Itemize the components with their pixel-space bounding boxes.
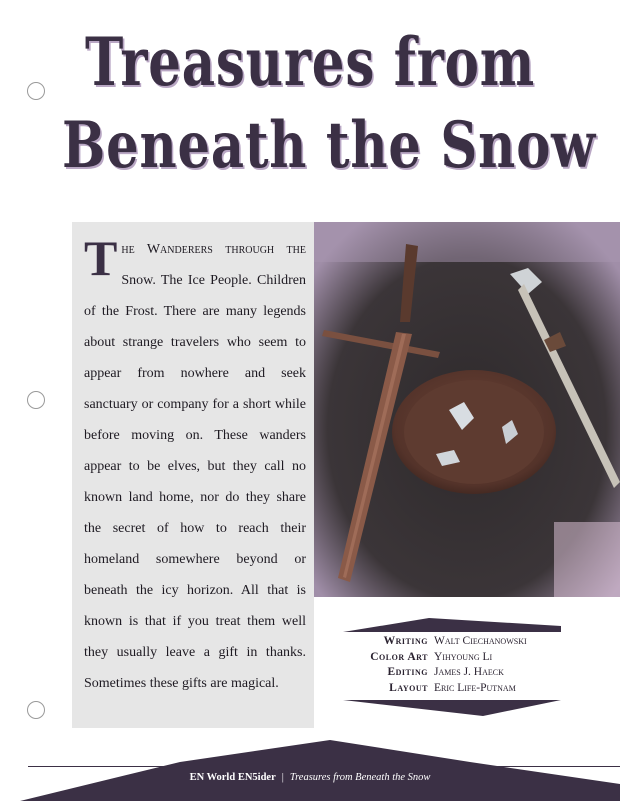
credit-name: Yihyoung Li bbox=[434, 650, 493, 663]
footer-separator: | bbox=[281, 772, 284, 783]
footer-rule bbox=[28, 766, 620, 767]
footer-article-title: Treasures from Beneath the Snow bbox=[289, 772, 431, 783]
credit-row-layout bbox=[350, 681, 560, 697]
lead-in-text: he Wanderers through the bbox=[121, 242, 306, 257]
credit-row-writing bbox=[350, 634, 560, 650]
credit-role: Writing bbox=[383, 635, 428, 647]
credits-block bbox=[350, 634, 560, 696]
credit-name: James J. Haeck bbox=[434, 666, 504, 678]
article-title-line2: Beneath the Snow bbox=[62, 108, 597, 183]
article-title-line1: Treasures from bbox=[85, 23, 535, 101]
treasure-illustration bbox=[314, 222, 620, 597]
credit-role: Editing bbox=[387, 666, 428, 678]
footer-publication: EN World EN5ider bbox=[189, 772, 276, 783]
intro-body-text: Snow. The Ice People. Children of the Frost. There are many legends about strange travelers who seem to appear from nowhere and seek sanctuary or company for a short while before moving on. These wanders appear to be elves, but they call no known land home, nor do they share the secret of how to reach their homeland somewhere beyond or beneath the icy horizon. All that is known is that if you treat them well they usually leave a gift in thanks. Sometimes these gifts are magical. bbox=[84, 273, 306, 691]
credit-role: Color Art bbox=[370, 650, 428, 663]
credit-row-editing bbox=[350, 665, 560, 681]
binder-hole-top bbox=[27, 82, 45, 100]
binder-hole-middle bbox=[27, 391, 45, 409]
bowl-icon bbox=[392, 370, 556, 494]
running-footer bbox=[0, 772, 620, 783]
drop-cap: T bbox=[84, 230, 118, 286]
binder-hole-bottom bbox=[27, 701, 45, 719]
credit-role: Layout bbox=[389, 681, 428, 694]
credit-name: Walt Ciechanowski bbox=[434, 635, 527, 647]
intro-paragraph bbox=[84, 230, 306, 699]
credit-name: Eric Life-Putnam bbox=[434, 681, 516, 694]
credit-row-color-art bbox=[350, 650, 560, 666]
footer-band bbox=[0, 740, 620, 801]
